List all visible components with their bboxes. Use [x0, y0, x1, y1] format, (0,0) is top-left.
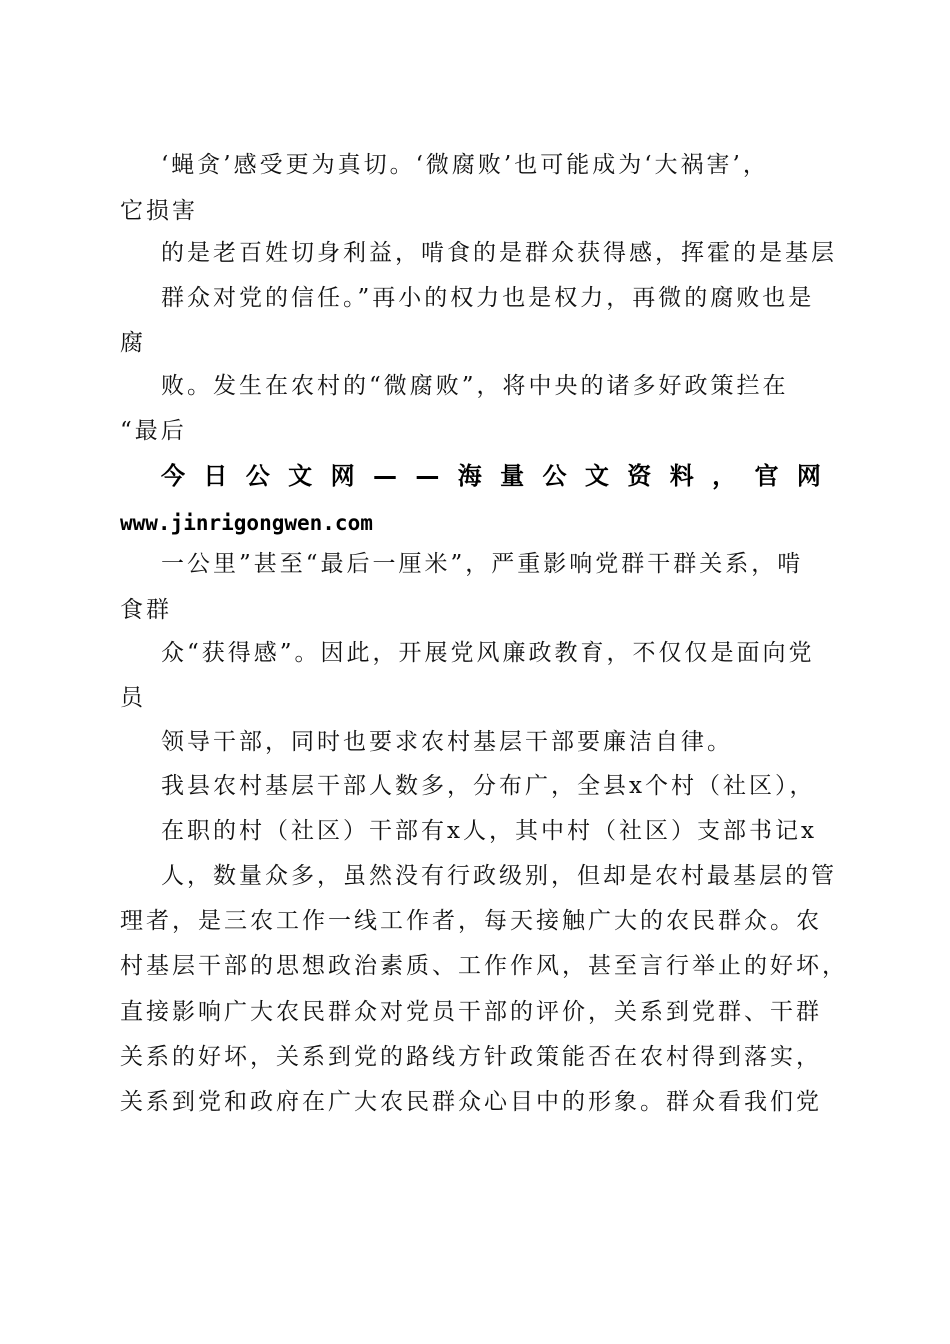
- text-line: 在职的村（社区）干部有x人，其中村（社区）支部书记x: [161, 818, 817, 844]
- site-banner: [161, 460, 821, 492]
- text-line: 直接影响广大农民群众对党员干部的评价，关系到党群、干群: [120, 999, 822, 1025]
- text-line: 人，数量众多，虽然没有行政级别，但却是农村最基层的管: [161, 863, 837, 889]
- banner-char: 量: [500, 462, 525, 490]
- banner-char: 文: [288, 462, 313, 490]
- banner-char: 公: [245, 462, 270, 490]
- banner-char: 料: [669, 462, 694, 490]
- text-line: 关系到党和政府在广大农民群众心目中的形象。群众看我们党: [120, 1089, 822, 1115]
- text-line: 腐: [120, 330, 146, 356]
- text-line: 理者，是三农工作一线工作者，每天接触广大的农民群众。农: [120, 908, 822, 934]
- banner-char: ，: [712, 462, 737, 490]
- banner-char: —: [415, 462, 440, 490]
- text-line: 群众对党的信任。”再小的权力也是权力，再微的腐败也是: [161, 285, 815, 311]
- text-line: 食群: [120, 597, 172, 623]
- banner-char: 今: [161, 462, 185, 490]
- text-line: ‘蝇贪’感受更为真切。‘微腐败’也可能成为‘大祸害’，: [161, 152, 769, 178]
- banner-char: 网: [796, 462, 821, 490]
- text-line: 关系的好坏，关系到党的路线方针政策能否在农村得到落实，: [120, 1044, 822, 1070]
- text-line: 它损害: [120, 198, 198, 224]
- banner-char: 官: [754, 462, 779, 490]
- banner-char: 网: [330, 462, 355, 490]
- banner-char: 海: [457, 462, 482, 490]
- banner-char: 文: [584, 462, 609, 490]
- text-line: 的是老百姓切身利益，啃食的是群众获得感，挥霍的是基层: [161, 240, 837, 266]
- text-line: 我县农村基层干部人数多，分布广，全县x个村（社区），: [161, 773, 816, 799]
- text-line: 众“获得感”。因此，开展党风廉政教育，不仅仅是面向党: [161, 640, 815, 666]
- banner-char: 公: [542, 462, 567, 490]
- text-line: 领导干部，同时也要求农村基层干部要廉洁自律。: [161, 729, 733, 755]
- banner-char: —: [372, 462, 397, 490]
- text-line: 一公里”甚至“最后一厘米”，严重影响党群干群关系，啃: [161, 551, 804, 577]
- text-line: 败。发生在农村的“微腐败”，将中央的诸多好政策拦在: [161, 373, 789, 399]
- text-line: “最后: [120, 418, 187, 444]
- text-line: 员: [120, 685, 146, 711]
- banner-char: 日: [203, 462, 228, 490]
- text-line: 村基层干部的思想政治素质、工作作风，甚至言行举止的好坏，: [120, 953, 848, 979]
- site-url: www.jinrigongwen.com: [120, 511, 373, 535]
- banner-char: 资: [627, 462, 652, 490]
